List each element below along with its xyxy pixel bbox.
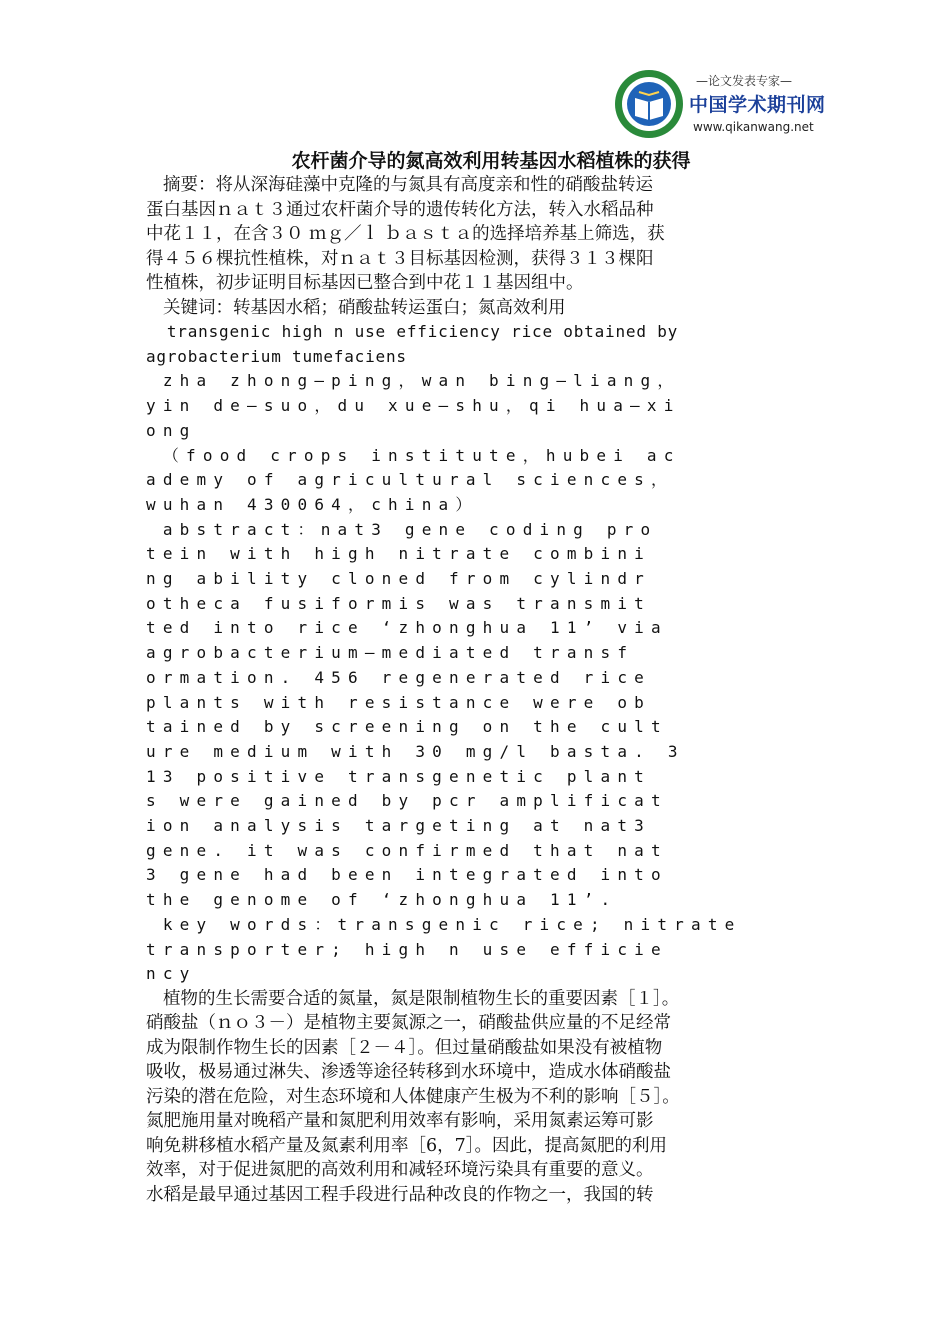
logo-site-name: 中国学术期刊网 — [689, 94, 826, 116]
body-line: 响免耕移植水稻产量及氮素利用率［6，7］。因此，提高氮肥的利用 — [146, 1135, 668, 1156]
abstract-cn-line: 得４５６棵抗性植株，对ｎａｔ３目标基因检测，获得３１３棵阳 — [146, 248, 654, 269]
keywords-en — [146, 913, 806, 987]
authors-en-line: yin de—suo，du xue—shu，qi hua—xi — [146, 396, 681, 416]
body-line: 成为限制作物生长的因素［２－４］。但过量硝酸盐如果没有被植物 — [146, 1037, 663, 1058]
abstract-en-line: ormation. 456 regenerated rice — [146, 667, 651, 687]
abstract-en-line: gene. it was confirmed that nat — [146, 840, 668, 860]
abstract-cn-line: 蛋白基因ｎａｔ３通过农杆菌介导的遗传转化方法，转入水稻品种 — [146, 199, 654, 220]
abstract-en-line: ure medium with 30 mg/l basta. 3 — [146, 741, 685, 761]
abstract-en-line: abstract：nat3 gene coding pro — [146, 519, 658, 539]
abstract-en — [146, 518, 806, 913]
keywords-en-line: key words：transgenic rice; nitrate — [146, 914, 742, 934]
abstract-en-line: ion analysis targeting at nat3 — [146, 816, 651, 836]
body-line: 污染的潜在危险，对生态环境和人体健康产生极为不利的影响［５］。 — [146, 1086, 680, 1107]
keywords-en-line: transporter; high n use efficie — [146, 939, 668, 959]
logo-url: www.qikanwang.net — [693, 120, 814, 134]
abstract-cn-line: 性植株，初步证明目标基因已整合到中花１１基因组中。 — [146, 273, 584, 293]
abstract-en-line: the genome of ‘zhonghua 11’. — [146, 890, 618, 910]
body-line: 吸收，极易通过淋失、渗透等途径转移到水环境中，造成水体硝酸盐 — [146, 1062, 671, 1083]
page-title: 农杆菌介导的氮高效利用转基因水稻植株的获得 — [291, 150, 691, 172]
affiliation-en — [146, 444, 806, 518]
abstract-cn-line: 摘要：将从深海硅藻中克隆的与氮具有高度亲和性的硝酸盐转运 — [163, 175, 653, 195]
abstract-cn — [146, 173, 806, 296]
abstract-en-line: otheca fusiformis was transmit — [146, 593, 651, 613]
body-line: 效率，对于促进氮肥的高效利用和减轻环境污染具有重要的意义。 — [146, 1160, 654, 1181]
affiliation-en-line: ademy of agricultural sciences， — [146, 470, 675, 490]
body-paragraph — [146, 987, 806, 1208]
body-line: 植物的生长需要合适的氮量，氮是限制植物生长的重要因素［１］。 — [163, 988, 680, 1009]
abstract-en-line: ng ability cloned from cylindr — [146, 569, 651, 589]
title-en-line: transgenic high n use efficiency rice obtained by — [146, 322, 679, 341]
publisher-logo — [613, 68, 826, 144]
title-en-line: agrobacterium tumefaciens — [146, 346, 407, 366]
abstract-cn-line: 中花１１，在含３０ ｍｇ／ｌ ｂａｓｔａ的选择培养基上筛选，获 — [146, 224, 665, 244]
affiliation-en-line: wuhan 430064，china） — [146, 494, 479, 514]
affiliation-en-line: （food crops institute，hubei ac — [146, 445, 681, 465]
body-line: 硝酸盐（ｎｏ３－）是植物主要氮源之一，硝酸盐供应量的不足经常 — [146, 1013, 671, 1034]
abstract-en-line: 3 gene had been integrated into — [146, 865, 668, 885]
document-body — [146, 149, 806, 1207]
logo-tagline: —论文发表专家— — [695, 74, 792, 88]
abstract-en-line: agrobacterium—mediated transf — [146, 643, 635, 663]
title-en — [146, 320, 806, 369]
abstract-en-line: 13 positive transgenetic plant — [146, 766, 651, 786]
book-seal-icon — [613, 68, 685, 140]
abstract-en-line: ted into rice ‘zhonghua 11’ via — [146, 618, 668, 638]
authors-en-line: zha zhong—ping，wan bing—liang， — [146, 371, 681, 391]
abstract-en-line: plants with resistance were ob — [146, 692, 651, 712]
body-line: 水稻是最早通过基因工程手段进行品种改良的作物之一，我国的转 — [146, 1184, 654, 1205]
abstract-en-line: tained by screening on the cult — [146, 717, 668, 737]
authors-en — [146, 369, 806, 443]
body-line: 氮肥施用量对晚稻产量和氮肥利用效率有影响，采用氮素运筹可影 — [146, 1111, 654, 1132]
keywords-cn: 关键词：转基因水稻；硝酸盐转运蛋白；氮高效利用 — [163, 297, 566, 318]
keywords-en-line: ncy — [146, 964, 197, 984]
authors-en-line: ong — [146, 420, 197, 440]
abstract-en-line: tein with high nitrate combini — [146, 544, 651, 564]
abstract-en-line: s were gained by pcr amplificat — [146, 791, 668, 811]
